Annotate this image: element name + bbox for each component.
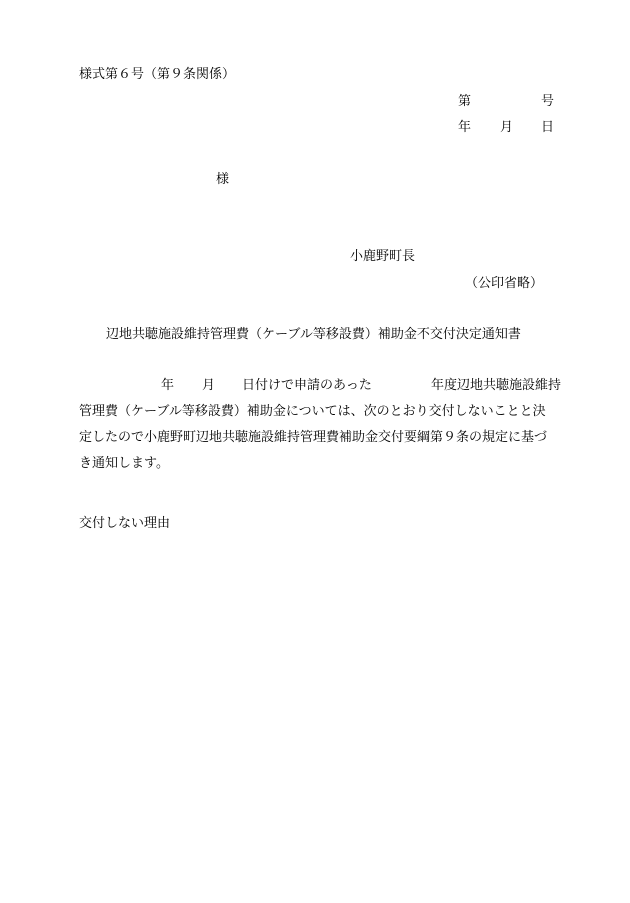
form-number: 様式第６号（第９条関係） [79,67,236,82]
body-line2: 管理費（ケーブル等移設費）補助金については、次のとおり交付しないことと決 [79,404,546,419]
document-title: 辺地共聴施設維持管理費（ケーブル等移設費）補助金不交付決定通知書 [106,327,521,342]
document-number-suffix: 号 [541,94,555,109]
date-month-label: 月 [500,120,514,135]
body-line1-tail: 年度辺地共聴施設維持 [431,378,562,393]
body-year-label: 年 [161,378,175,393]
document-number-prefix: 第 [458,94,472,109]
seal-omitted-note: （公印省略） [465,276,544,291]
body-month-label: 月 [202,378,216,393]
reason-label: 交付しない理由 [79,516,171,531]
body-line1-text: 日付けで申請のあった [242,378,372,393]
date-day-label: 日 [541,120,555,135]
recipient-honorific: 様 [216,172,230,187]
body-line3: 定したので小鹿野町辺地共聴施設維持管理費補助金交付要綱第９条の規定に基づ [79,430,548,445]
sender-title: 小鹿野町長 [350,249,416,264]
body-line4: き通知します。 [79,456,169,471]
date-year-label: 年 [458,120,472,135]
